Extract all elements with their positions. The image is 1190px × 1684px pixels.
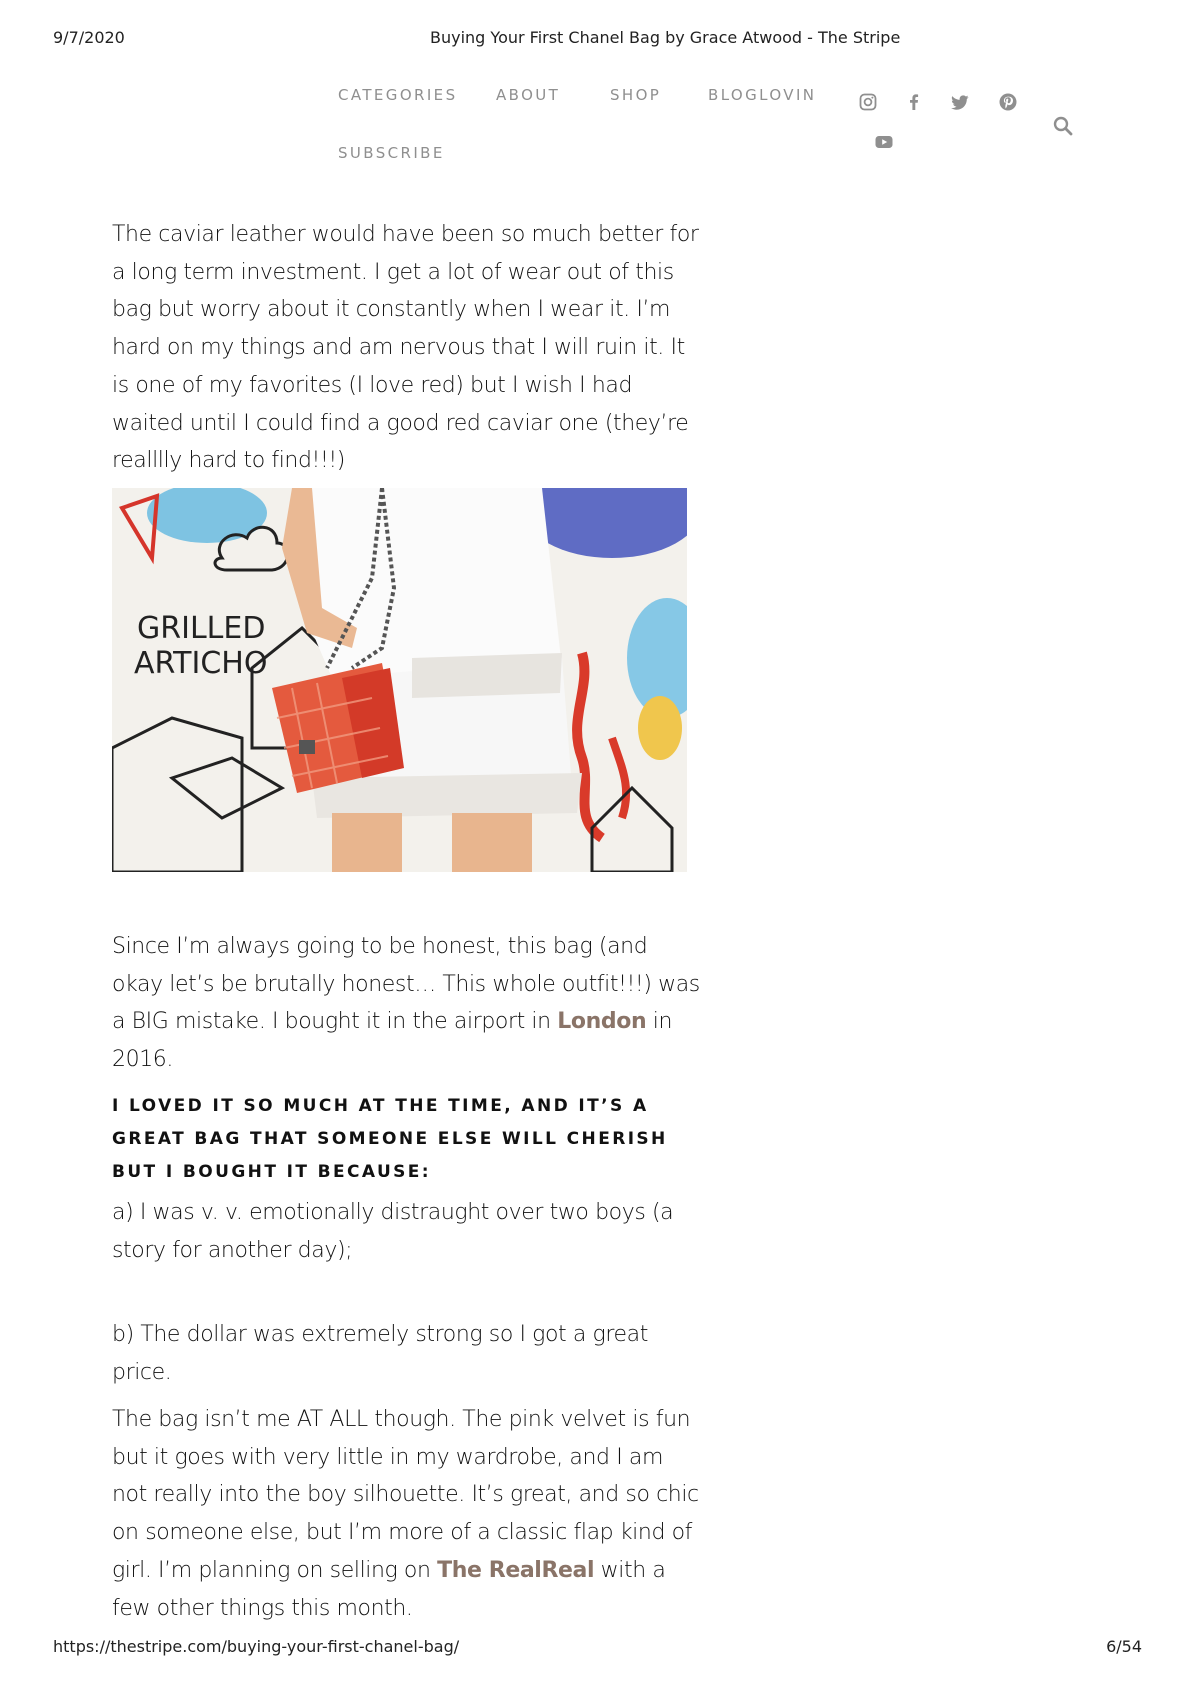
article-paragraph-3 xyxy=(112,1401,702,1627)
nav-item-about[interactable]: ABOUT xyxy=(496,86,561,104)
article-paragraph-2 xyxy=(112,928,702,1079)
facebook-icon[interactable] xyxy=(904,92,924,112)
youtube-icon[interactable] xyxy=(874,132,894,152)
paragraph-text-after: in 2016. xyxy=(112,1009,673,1073)
paragraph-text-before: Since I’m always going to be honest, this bag (and okay let’s be brutally honest… This whole outfit!!!) was a BIG mistake. I bought it in the airport in xyxy=(112,934,700,1035)
article-subheading: I LOVED IT SO MUCH AT THE TIME, AND IT’S A GREAT BAG THAT SOMEONE ELSE WILL CHERISH BUT I BOUGHT IT BECAUSE: xyxy=(112,1096,668,1182)
paragraph-text xyxy=(112,928,702,1079)
search-icon[interactable] xyxy=(1052,115,1074,137)
pinterest-icon[interactable] xyxy=(998,92,1018,112)
paragraph-text-before: The bag isn’t me AT ALL though. The pink velvet is fun but it goes with very little in my wardrobe, and I am not really into the boy silhouette. It’s great, and so chic on someone else, but I’m more of a classic flap kind of girl. I’m planning on selling on xyxy=(112,1407,699,1583)
nav-item-shop[interactable]: SHOP xyxy=(610,86,662,104)
item-a-text: a) I was v. v. emotionally distraught over two boys (a story for another day); xyxy=(112,1200,674,1263)
twitter-icon[interactable] xyxy=(950,92,970,112)
nav-item-categories[interactable]: CATEGORIES xyxy=(338,86,458,104)
mural-text-1: GRILLED xyxy=(137,611,266,646)
nav-item-subscribe[interactable]: SUBSCRIBE xyxy=(338,144,445,162)
therealreal-link[interactable]: The RealReal xyxy=(437,1557,595,1583)
print-date: 9/7/2020 xyxy=(53,28,125,47)
print-title: Buying Your First Chanel Bag by Grace Atwood - The Stripe xyxy=(430,28,901,47)
item-b-text: b) The dollar was extremely strong so I got a great price. xyxy=(112,1322,648,1385)
london-link[interactable]: London xyxy=(557,1009,647,1035)
paragraph-text-after: with a few other things this month. xyxy=(112,1557,666,1621)
paragraph-text: The caviar leather would have been so much better for a long term investment. I get a lot of wear out of this bag but worry about it constantly when I wear it. I’m hard on my things and am nervous that I will ruin it. It is one of my favorites (I love red) but I wish I had waited until I could find a good red caviar one (they’re realllly hard to find!!!) xyxy=(112,222,699,474)
print-url: https://thestripe.com/buying-your-first-chanel-bag/ xyxy=(53,1637,460,1656)
nav-item-bloglovin[interactable]: BLOGLOVIN xyxy=(708,86,817,104)
paragraph-text xyxy=(112,1401,702,1627)
article-paragraph-1 xyxy=(112,216,702,480)
instagram-icon[interactable] xyxy=(858,92,878,112)
article-item-a xyxy=(112,1194,702,1269)
mural-text-2: ARTICHO xyxy=(134,646,268,681)
print-page-number: 6/54 xyxy=(1106,1637,1142,1656)
article-item-b xyxy=(112,1316,702,1391)
article-photo xyxy=(112,488,687,872)
